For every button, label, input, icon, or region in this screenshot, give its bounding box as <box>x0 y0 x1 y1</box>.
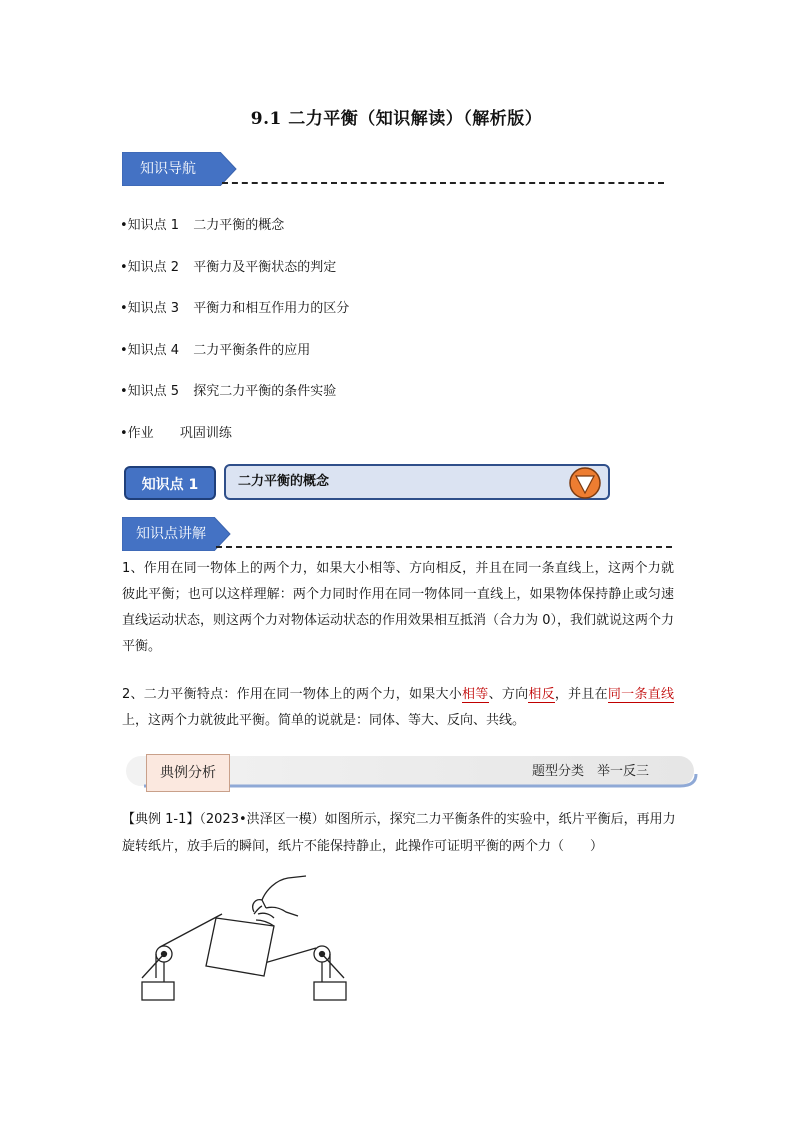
toc-text: 二力平衡的概念 <box>193 218 285 233</box>
highlight-opposite: 相反 <box>528 687 555 702</box>
nav-tag-label: 知识导航 <box>140 161 196 177</box>
toc-item-4[interactable] <box>120 339 310 358</box>
kp-title: 二力平衡的概念 <box>238 474 330 489</box>
toc-label: •知识点 2 <box>120 260 180 275</box>
divider <box>222 182 664 184</box>
toc-label: •知识点 4 <box>120 343 180 358</box>
toc-label: •知识点 1 <box>120 218 180 233</box>
page-title: 9.1 二力平衡（知识解读）（解析版） <box>250 109 543 129</box>
example-text: （2023•洪泽区一模）如图所示，探究二力平衡条件的实验中，纸片平衡后，再用力旋转纸片，放手后的瞬间，纸片不能保持静止，此操作可证明平衡的两个力（ ） <box>122 812 676 854</box>
para2-text: 2、二力平衡特点：作用在同一物体上的两个力，如果大小 <box>122 687 463 702</box>
toc-text: 二力平衡条件的应用 <box>193 343 311 358</box>
toc-label: •作业 <box>120 426 154 441</box>
toc-item-5[interactable] <box>120 380 336 399</box>
paragraph-1: 1、作用在同一物体上的两个力，如果大小相等、方向相反，并且在同一条直线上，这两个力就彼此平衡；也可以这样理解：两个力同时作用在同一物体同一直线上，如果物体保持静止或匀速直线运动状态，则这两个力对物体运动状态的作用效果相互抵消（合力为 0），我们就说这两个力平衡。 <box>122 561 674 654</box>
paper-card <box>206 918 274 976</box>
toc-item-2[interactable] <box>120 256 336 275</box>
right-weight <box>314 982 346 1000</box>
explain-tag-label: 知识点讲解 <box>136 526 206 542</box>
experiment-figure <box>136 868 356 1008</box>
kp-label-box: 知识点 1 <box>124 466 216 500</box>
highlight-equal: 相等 <box>462 687 489 702</box>
example-question <box>122 806 678 860</box>
para2-text: 、方向 <box>488 687 529 702</box>
kp-title-box[interactable] <box>224 464 610 500</box>
toc-text: 探究二力平衡的条件实验 <box>193 384 337 399</box>
example-banner-subtitle: 题型分类 举一反三 <box>532 764 650 779</box>
toc-item-homework[interactable] <box>120 422 232 441</box>
toc-text: 平衡力和相互作用力的区分 <box>193 301 350 316</box>
para2-text: ，并且在 <box>554 687 608 702</box>
toc-label: •知识点 3 <box>120 301 180 316</box>
nav-tag <box>122 152 242 186</box>
paragraph-2 <box>122 682 674 734</box>
para2-text: 上，这两个力就彼此平衡。简单的说就是：同体、等大、反向、共线。 <box>122 713 526 728</box>
toc-label: •知识点 5 <box>120 384 180 399</box>
example-tag: 【典例 1-1】 <box>122 812 200 827</box>
left-weight <box>142 982 174 1000</box>
example-label: 典例分析 <box>146 754 230 792</box>
toc-item-3[interactable] <box>120 297 349 316</box>
toc-item-1[interactable] <box>120 214 284 233</box>
toc-text: 平衡力及平衡状态的判定 <box>193 260 337 275</box>
toc-text: 巩固训练 <box>179 426 232 441</box>
divider <box>216 546 672 548</box>
triangle-down-icon[interactable] <box>568 466 602 500</box>
highlight-same-line: 同一条直线 <box>607 687 674 702</box>
